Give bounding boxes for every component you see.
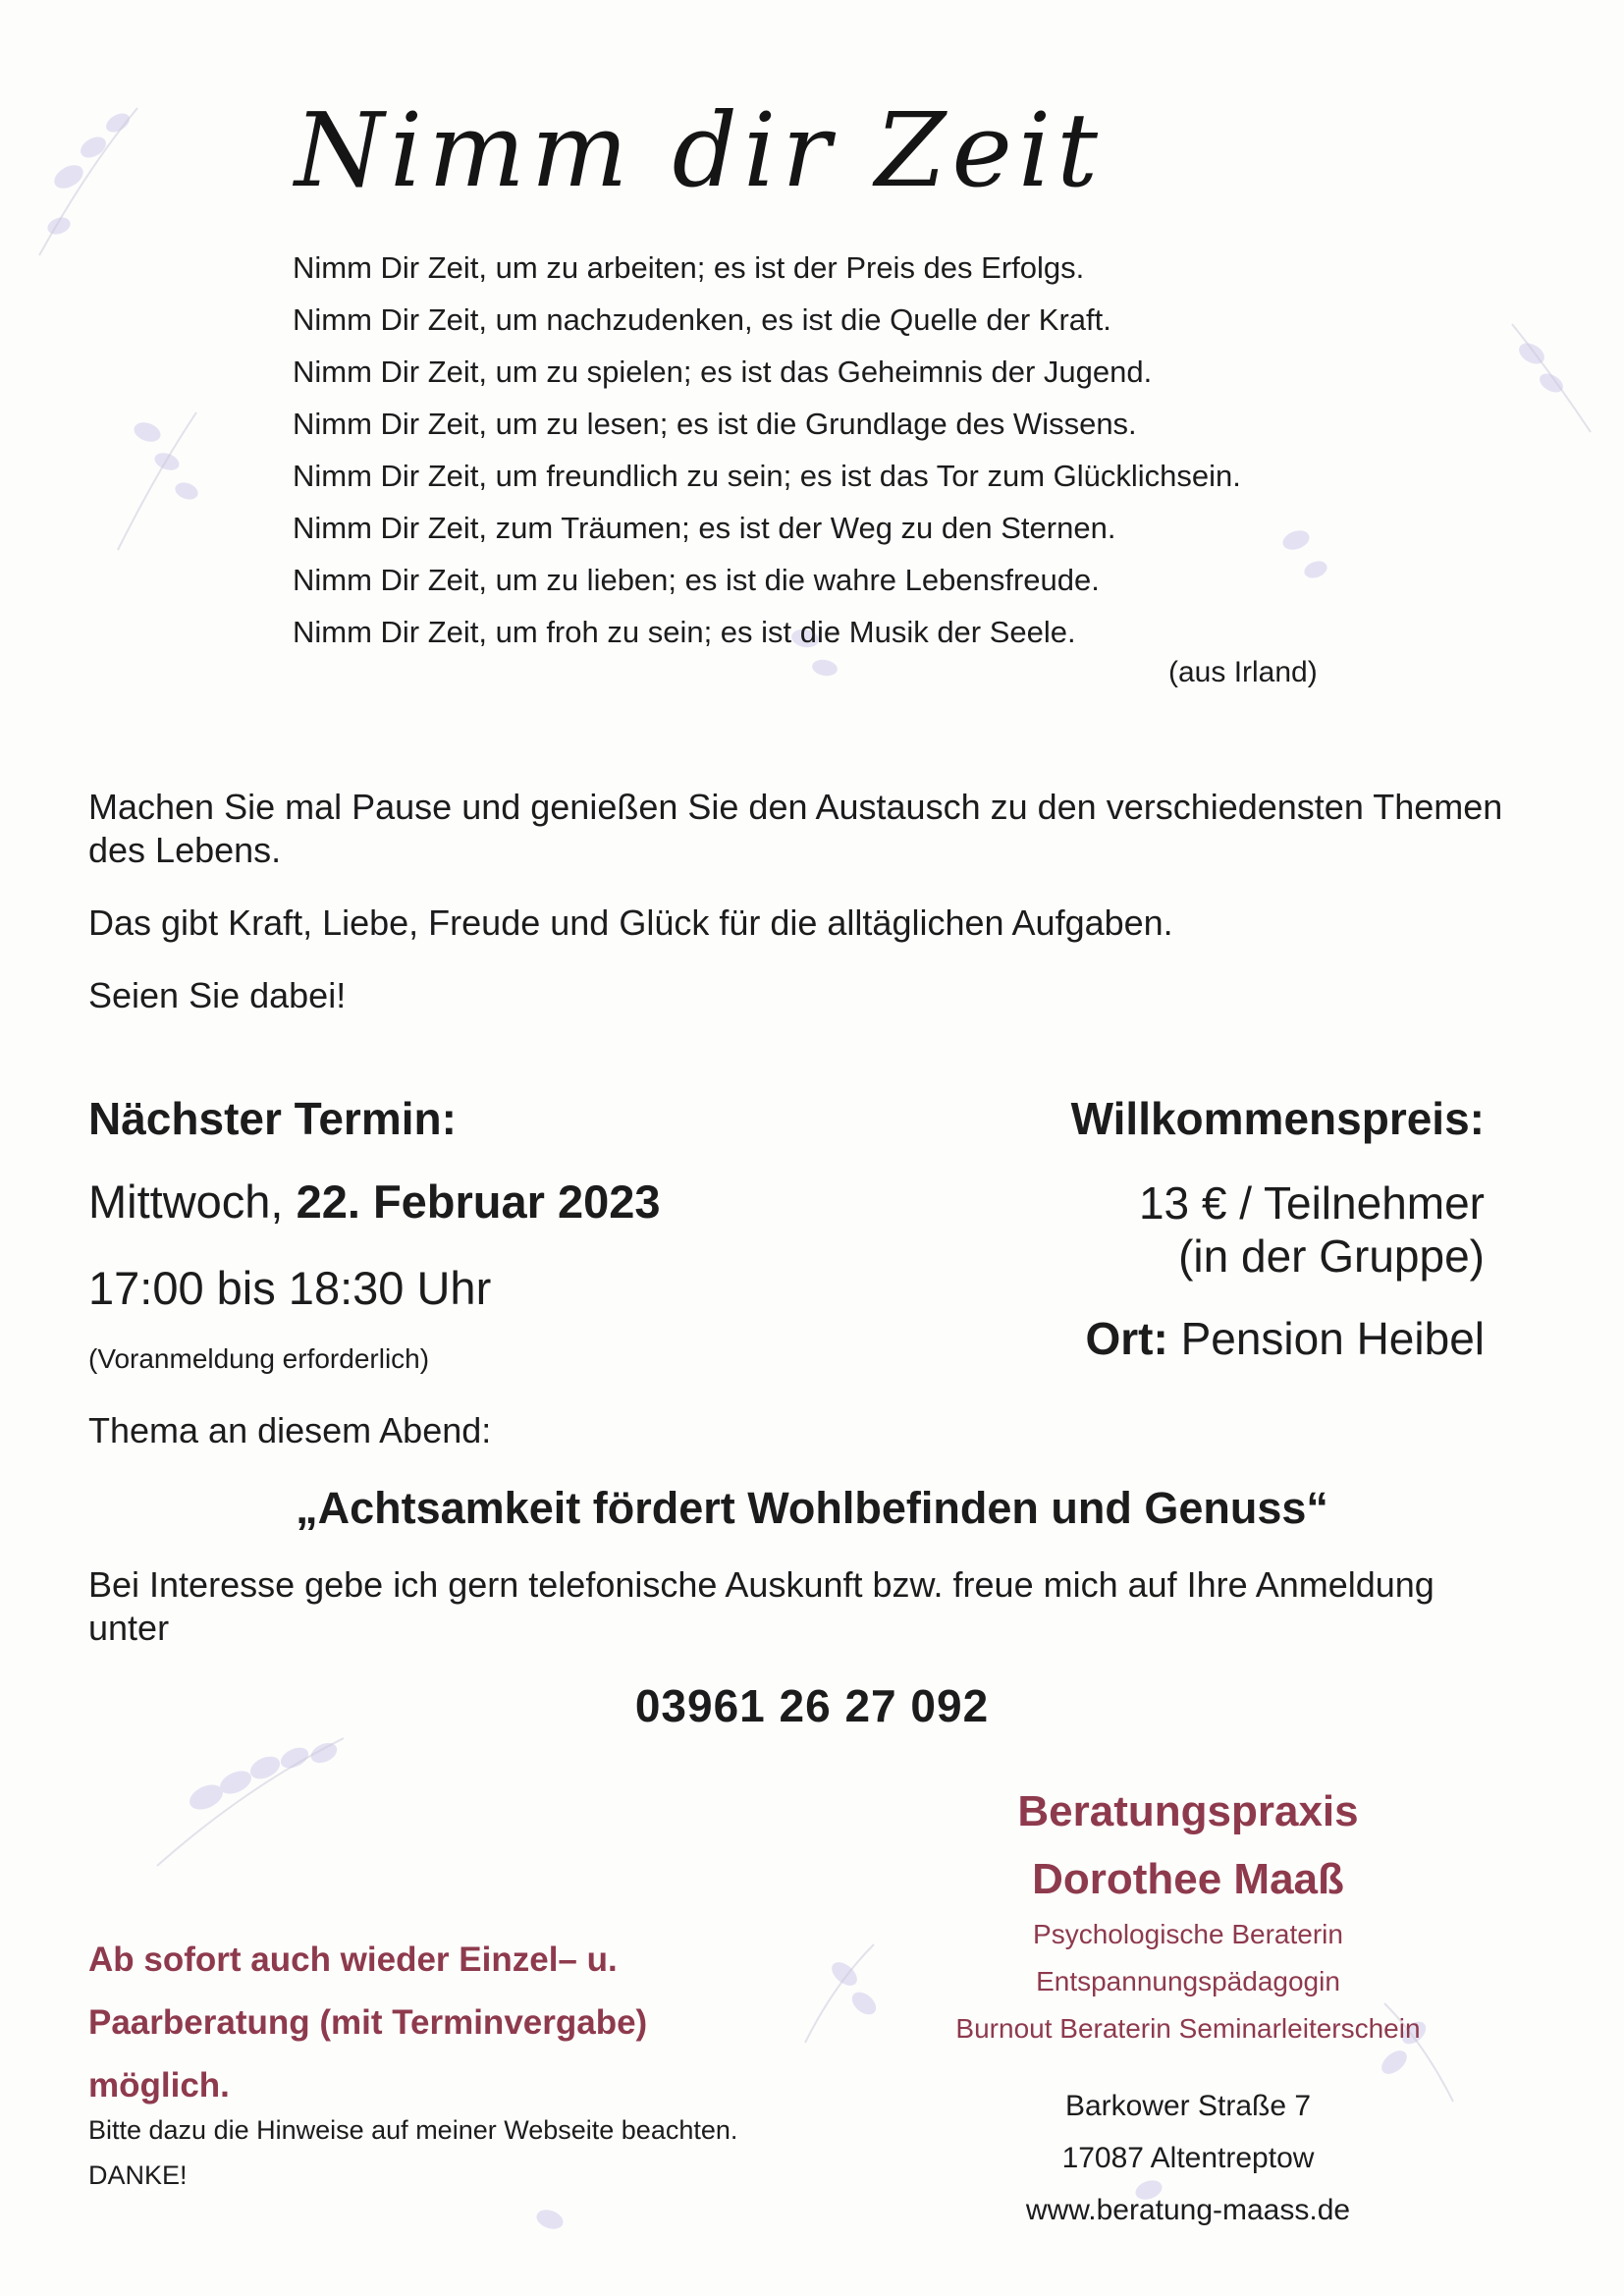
price-value <box>1139 1176 1485 1283</box>
address-street: Barkower Straße 7 <box>1064 2090 1312 2122</box>
poem-line: Nimm Dir Zeit, um zu spielen; es ist das Geheimnis der Jugend. <box>293 355 1153 389</box>
poem-line: Nimm Dir Zeit, um zu lesen; es ist die Grundlage des Wissens. <box>293 407 1137 441</box>
intro-paragraph: Machen Sie mal Pause und genießen Sie den Austausch zu den verschiedensten Themen des Lebens. <box>88 787 1503 870</box>
poem-line: Nimm Dir Zeit, um freundlich zu sein; es ist das Tor zum Glücklichsein. <box>293 459 1241 493</box>
event-weekday: Mittwoch, <box>88 1175 284 1228</box>
next-date-heading: Nächster Termin: <box>88 1093 457 1144</box>
intro-paragraph: Das gibt Kraft, Liebe, Freude und Glück für die alltäglichen Aufgaben. <box>88 902 1173 943</box>
poem-source: (aus Irland) <box>1168 656 1318 688</box>
interest-text: Bei Interesse gebe ich gern telefonische Auskunft bzw. freue mich auf Ihre Anmeldung unter <box>88 1564 1435 1648</box>
place-value: Pension Heibel <box>1180 1313 1485 1364</box>
practice-owner: Dorothee Maaß <box>1032 1855 1344 1903</box>
place-label: Ort: <box>1085 1313 1168 1364</box>
event-date <box>88 1175 661 1229</box>
event-date-value: 22. Februar 2023 <box>296 1175 661 1228</box>
practice-info <box>884 1776 1492 2052</box>
topic-label: Thema an diesem Abend: <box>88 1410 492 1450</box>
practice-address <box>943 2080 1434 2236</box>
poem-line: Nimm Dir Zeit, zum Träumen; es ist der Weg zu den Sternen. <box>293 511 1116 545</box>
intro-paragraph: Seien Sie dabei! <box>88 975 347 1015</box>
event-time: 17:00 bis 18:30 Uhr <box>88 1262 492 1314</box>
poem-line: Nimm Dir Zeit, um zu lieben; es ist die wahre Lebensfreude. <box>293 563 1100 597</box>
poem <box>293 242 1422 658</box>
event-topic: „Achtsamkeit fördert Wohlbefinden und Genuss“ <box>296 1483 1328 1533</box>
registration-note: (Voranmeldung erforderlich) <box>88 1343 430 1374</box>
poem-line: Nimm Dir Zeit, um froh zu sein; es ist die Musik der Seele. <box>293 615 1076 649</box>
website-link[interactable]: www.beratung-maass.de <box>1025 2194 1351 2226</box>
poem-line: Nimm Dir Zeit, um nachzudenken, es ist die Quelle der Kraft. <box>293 302 1111 337</box>
event-place <box>1085 1312 1485 1365</box>
price-line: 13 € / Teilnehmer <box>1138 1177 1485 1229</box>
counseling-notice-sub: Bitte dazu die Hinweise auf meiner Webseite beachten. DANKE! <box>88 2115 738 2190</box>
intro-text <box>88 786 1542 1017</box>
practice-role: Psychologische Beraterin <box>1033 1919 1343 1949</box>
page-title: Nimm dir Zeit <box>295 90 1105 210</box>
counseling-notice: Ab sofort auch wieder Einzel– u. Paarberatung (mit Terminvergabe) möglich. <box>88 1941 648 2105</box>
phone-number: 03961 26 27 092 <box>634 1680 990 1731</box>
practice-role: Entspannungspädagogin <box>1036 1966 1340 1996</box>
price-note: (in der Gruppe) <box>1178 1230 1485 1282</box>
poem-line: Nimm Dir Zeit, um zu arbeiten; es ist der Preis des Erfolgs. <box>293 250 1085 285</box>
address-city: 17087 Altentreptow <box>1061 2142 1315 2174</box>
price-heading: Willkommenspreis: <box>1070 1093 1485 1144</box>
practice-name: Beratungspraxis <box>1017 1787 1359 1835</box>
practice-role: Burnout Beraterin Seminarleiterschein <box>955 2013 1421 2044</box>
